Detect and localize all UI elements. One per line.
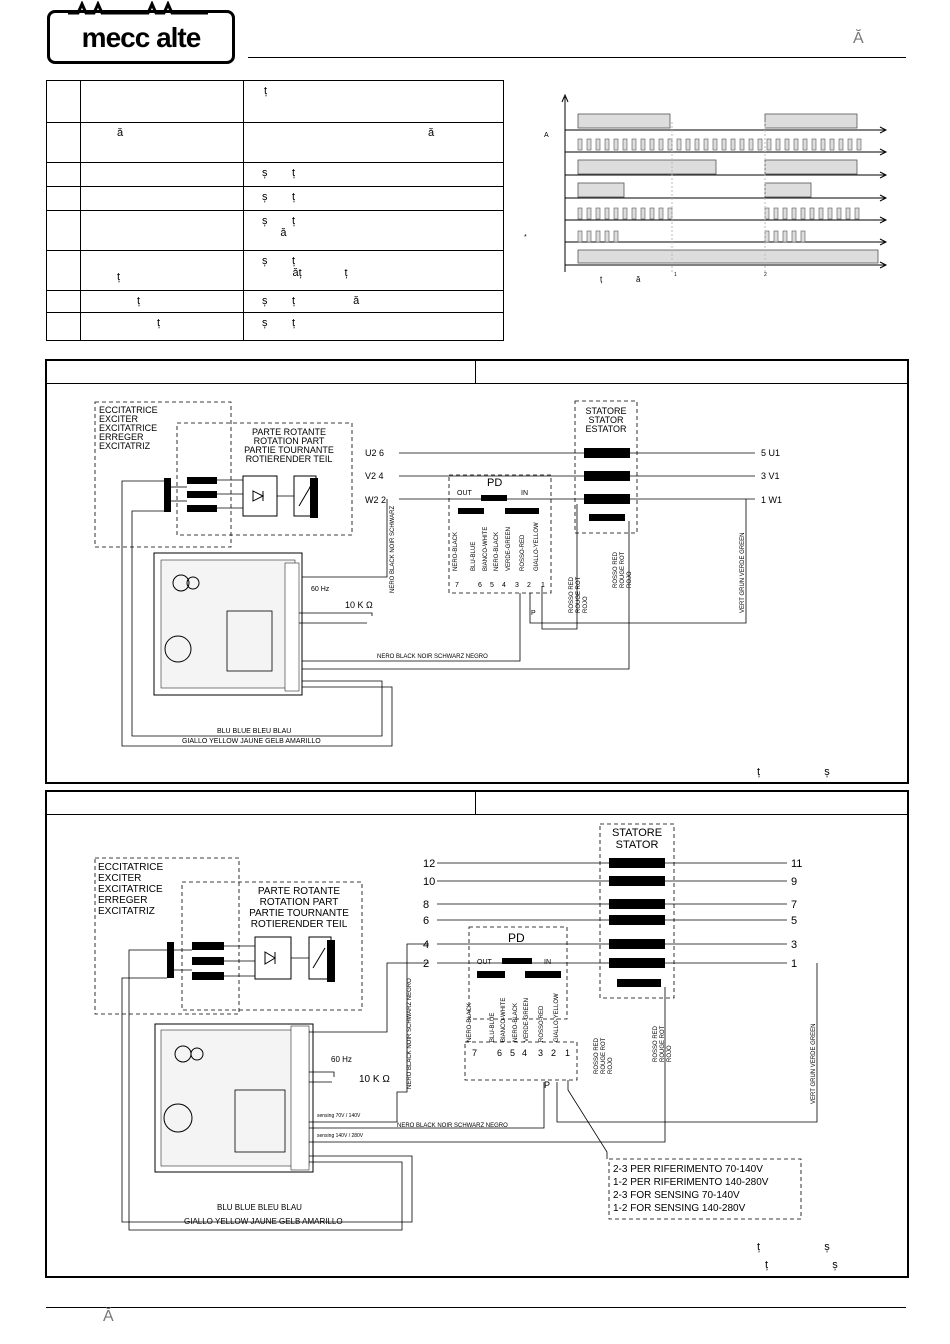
table-row: ă ă — [47, 123, 504, 163]
svg-text:1 W1: 1 W1 — [761, 495, 783, 505]
timing-label-a: A — [544, 132, 549, 139]
pulse-mark — [596, 208, 600, 219]
svg-text:6: 6 — [478, 582, 482, 589]
footer-rule — [46, 1307, 906, 1308]
pulse-mark — [686, 139, 690, 150]
svg-text:PARTIE TOURNANTE: PARTIE TOURNANTE — [249, 908, 349, 919]
d2-pd: PD — [508, 931, 525, 945]
d1-pins — [455, 582, 545, 589]
svg-text:ROSSO-RED: ROSSO-RED — [520, 534, 526, 571]
svg-text:ROJO: ROJO — [608, 1057, 614, 1074]
svg-text:ROUGE ROT: ROUGE ROT — [601, 1037, 607, 1074]
d2-right-terminals — [791, 858, 802, 970]
svg-text:ROSSO RED: ROSSO RED — [569, 576, 575, 613]
pulse-mark — [605, 231, 609, 242]
table-row: ș ț — [47, 163, 504, 187]
pulse-mark — [650, 139, 654, 150]
svg-text:4: 4 — [522, 1048, 528, 1058]
d2-wire-colors — [467, 993, 560, 1042]
svg-text:2: 2 — [423, 958, 430, 970]
d2-pot: 10 K Ω — [359, 1074, 390, 1085]
d1-left-terminals — [365, 448, 386, 505]
svg-text:4: 4 — [423, 939, 430, 951]
svg-text:11: 11 — [791, 858, 803, 870]
pulse-mark — [846, 208, 850, 219]
svg-text:EXCITER: EXCITER — [99, 414, 139, 424]
d1-rosso1 — [569, 576, 589, 613]
svg-text:1-2 PER RIFERIMENTO 140-280V: 1-2 PER RIFERIMENTO 140-280V — [613, 1177, 769, 1188]
d2-note-lines — [613, 1164, 769, 1214]
pulse-mark — [605, 208, 609, 219]
pulse-mark — [722, 139, 726, 150]
pulse-mark — [848, 139, 852, 150]
d1-rosso2 — [613, 551, 633, 588]
pulse-mark — [713, 139, 717, 150]
d2-stator-labels — [612, 827, 662, 851]
svg-text:2-3 PER RIFERIMENTO 70-140V: 2-3 PER RIFERIMENTO 70-140V — [613, 1164, 763, 1175]
svg-text:3: 3 — [791, 939, 798, 951]
svg-text:EXCITATRIZ: EXCITATRIZ — [99, 441, 151, 451]
pulse-mark — [614, 231, 618, 242]
d2-rosso2 — [653, 1025, 673, 1062]
pulse-mark — [765, 231, 769, 242]
pulse-mark — [578, 208, 582, 219]
svg-text:2-3 FOR SENSING 70-140V: 2-3 FOR SENSING 70-140V — [613, 1190, 740, 1201]
pulse-mark — [783, 231, 787, 242]
d2-footer-2: ț ș — [765, 1259, 838, 1271]
pulse-mark — [774, 208, 778, 219]
svg-text:PARTE ROTANTE: PARTE ROTANTE — [251, 427, 327, 437]
d2-sensing2: sensing 140V / 280V — [317, 1133, 364, 1139]
svg-text:U2 6: U2 6 — [365, 448, 385, 458]
svg-text:EXCITATRICE: EXCITATRICE — [98, 884, 163, 895]
logo-wave-icon — [68, 1, 208, 15]
svg-text:2: 2 — [551, 1048, 557, 1058]
pulse-mark — [623, 208, 627, 219]
svg-text:6: 6 — [423, 915, 430, 927]
d2-rosso1 — [594, 1037, 614, 1074]
pulse-mark — [767, 139, 771, 150]
svg-text:GIALLO-YELLOW: GIALLO-YELLOW — [534, 522, 540, 571]
svg-text:ROUGE ROT: ROUGE ROT — [576, 576, 582, 613]
svg-text:5 U1: 5 U1 — [761, 448, 781, 458]
svg-text:ROSSO RED: ROSSO RED — [613, 551, 619, 588]
pulse-mark — [668, 139, 672, 150]
pulse-mark — [578, 139, 582, 150]
svg-text:STATOR: STATOR — [588, 415, 624, 425]
timing-bottom-1: ț — [600, 275, 603, 284]
pulse-mark — [614, 208, 618, 219]
pulse-mark — [731, 139, 735, 150]
timing-marker-2: 2 — [764, 272, 767, 278]
svg-text:2: 2 — [527, 582, 531, 589]
header-rule — [248, 57, 906, 58]
table-row: ș ț ă — [47, 211, 504, 251]
wiring-diagram-panel-2 — [45, 790, 909, 1278]
svg-text:BIANCO-WHITE: BIANCO-WHITE — [501, 997, 507, 1042]
svg-text:1: 1 — [541, 582, 545, 589]
svg-text:ESTATOR: ESTATOR — [585, 424, 627, 434]
svg-text:GIALLO-YELLOW: GIALLO-YELLOW — [554, 993, 560, 1042]
pulse-mark — [659, 139, 663, 150]
pulse-mark — [587, 208, 591, 219]
pulse-mark — [812, 139, 816, 150]
pulse-mark — [803, 139, 807, 150]
pulse-mark — [605, 139, 609, 150]
svg-text:NERO-BLACK: NERO-BLACK — [467, 1002, 473, 1042]
svg-text:ERREGER: ERREGER — [99, 432, 144, 442]
table-row: ț ș ț — [47, 313, 504, 341]
d2-footer-1: ț ș — [757, 1241, 830, 1253]
svg-text:V2 4: V2 4 — [365, 471, 384, 481]
svg-text:1: 1 — [565, 1048, 571, 1058]
pulse-mark — [810, 208, 814, 219]
svg-text:3: 3 — [515, 582, 519, 589]
d1-giallo: GIALLO YELLOW JAUNE GELB AMARILLO — [182, 738, 321, 745]
svg-text:STATOR: STATOR — [615, 839, 659, 851]
svg-text:NERO-BLACK: NERO-BLACK — [513, 1002, 519, 1042]
svg-text:1-2 FOR SENSING 140-280V: 1-2 FOR SENSING 140-280V — [613, 1203, 746, 1214]
svg-text:BIANCO-WHITE: BIANCO-WHITE — [483, 526, 489, 571]
pulse-mark — [632, 208, 636, 219]
svg-text:BLU-BLUE: BLU-BLUE — [490, 1012, 496, 1042]
svg-text:8: 8 — [423, 899, 430, 911]
pulse-mark — [819, 208, 823, 219]
d1-right-terminals — [761, 448, 782, 505]
wiring-diagram-2 — [47, 792, 907, 1276]
d1-pd: PD — [487, 477, 503, 489]
pulse-mark — [801, 231, 805, 242]
d2-out: OUT — [477, 959, 492, 966]
pulse-mark — [596, 139, 600, 150]
svg-text:10: 10 — [423, 876, 436, 888]
logo-text: mecc alte — [81, 22, 201, 53]
d1-exciter-labels — [99, 405, 158, 451]
d1-wire-colors — [453, 522, 540, 571]
d1-pot: 10 K Ω — [345, 600, 373, 610]
svg-text:3 V1: 3 V1 — [761, 471, 780, 481]
function-table — [46, 80, 504, 341]
svg-text:ROSSO RED: ROSSO RED — [653, 1025, 659, 1062]
svg-text:5: 5 — [510, 1048, 516, 1058]
pulse-mark — [830, 139, 834, 150]
d2-left-terminals — [423, 858, 435, 970]
svg-text:4: 4 — [502, 582, 506, 589]
pulse-mark — [641, 139, 645, 150]
pulse-mark — [704, 139, 708, 150]
svg-text:ROTIERENDER TEIL: ROTIERENDER TEIL — [245, 454, 333, 464]
svg-text:BLU-BLUE: BLU-BLUE — [471, 541, 477, 571]
svg-text:ROSSO RED: ROSSO RED — [594, 1037, 600, 1074]
pulse-mark — [821, 139, 825, 150]
d2-giallo: GIALLO YELLOW JAUNE GELB AMARILLO — [184, 1217, 343, 1226]
pulse-mark — [765, 208, 769, 219]
pulse-mark — [740, 139, 744, 150]
svg-text:EXCITATRIZ: EXCITATRIZ — [98, 906, 155, 917]
d2-nero-vertical: NERO BLACK NOIR SCHWARZ NEGRO — [407, 978, 413, 1089]
pulse-mark — [650, 208, 654, 219]
svg-text:ROJO: ROJO — [583, 596, 589, 613]
d2-pin-p: P — [544, 1080, 551, 1090]
pulse-mark — [668, 208, 672, 219]
svg-text:ROJO: ROJO — [627, 571, 633, 588]
timing-marker-1: 1 — [674, 272, 677, 278]
svg-text:PARTE ROTANTE: PARTE ROTANTE — [257, 886, 341, 897]
pulse-mark — [837, 208, 841, 219]
pulse-mark — [776, 139, 780, 150]
d2-sensing1: sensing 70V / 140V — [317, 1113, 361, 1119]
footer-glyph: Ă — [103, 1308, 114, 1325]
svg-text:1: 1 — [791, 958, 798, 970]
svg-text:STATORE: STATORE — [585, 406, 627, 416]
d1-nero-vertical: NERO BLACK NOIR SCHWARZ — [390, 505, 396, 593]
table-row: ț ș ț ă — [47, 291, 504, 313]
svg-text:ROTATION PART: ROTATION PART — [253, 436, 325, 446]
pulse-mark — [632, 139, 636, 150]
table-row: ț ș ț ăț ț — [47, 251, 504, 291]
timing-label-b: * — [524, 234, 527, 241]
svg-text:NERO-BLACK: NERO-BLACK — [453, 531, 459, 571]
pulse-mark — [641, 208, 645, 219]
svg-text:ROUGE ROT: ROUGE ROT — [660, 1025, 666, 1062]
d1-nero-horiz: NERO BLACK NOIR SCHWARZ NEGRO — [377, 654, 488, 660]
svg-text:NERO-BLACK: NERO-BLACK — [494, 531, 500, 571]
svg-text:7: 7 — [472, 1048, 478, 1058]
pulse-mark — [828, 208, 832, 219]
svg-text:5: 5 — [791, 915, 798, 927]
svg-text:7: 7 — [455, 582, 459, 589]
svg-text:9: 9 — [791, 876, 798, 888]
svg-text:ECCITATRICE: ECCITATRICE — [99, 405, 158, 415]
d2-vert: VERT GRUN VERDE GREEN — [811, 1023, 817, 1104]
svg-text:7: 7 — [791, 899, 798, 911]
wiring-diagram-panel-1 — [45, 359, 909, 784]
d2-nero-horiz: NERO BLACK NOIR SCHWARZ NEGRO — [397, 1123, 508, 1129]
d1-blu: BLU BLUE BLEU BLAU — [217, 728, 292, 735]
svg-text:ECCITATRICE: ECCITATRICE — [98, 862, 164, 873]
d1-stator-labels — [585, 406, 627, 434]
svg-text:5: 5 — [490, 582, 494, 589]
svg-text:3: 3 — [538, 1048, 544, 1058]
d2-exciter-labels — [98, 862, 164, 917]
pulse-mark — [801, 208, 805, 219]
svg-text:ROUGE ROT: ROUGE ROT — [620, 551, 626, 588]
meccalte-logo — [47, 10, 235, 64]
pulse-mark — [857, 139, 861, 150]
d2-hz: 60 Hz — [331, 1055, 352, 1064]
table-row: ș ț — [47, 187, 504, 211]
table-row: ț — [47, 81, 504, 123]
d2-in: IN — [544, 959, 551, 966]
d1-pin-p: P — [531, 610, 536, 617]
svg-text:12: 12 — [423, 858, 436, 870]
pulse-mark — [623, 139, 627, 150]
svg-text:PARTIE TOURNANTE: PARTIE TOURNANTE — [244, 445, 334, 455]
wiring-diagram-1 — [47, 361, 907, 782]
svg-text:6: 6 — [497, 1048, 503, 1058]
pulse-mark — [695, 139, 699, 150]
pulse-mark — [614, 139, 618, 150]
pulse-mark — [677, 139, 681, 150]
d1-vert: VERT GRUN VERDE GREEN — [740, 532, 746, 613]
pulse-mark — [785, 139, 789, 150]
d1-hz: 60 Hz — [311, 586, 330, 593]
pulse-mark — [659, 208, 663, 219]
d1-in: IN — [521, 490, 528, 497]
svg-text:ERREGER: ERREGER — [98, 895, 148, 906]
timing-diagram — [520, 92, 900, 292]
pulse-mark — [749, 139, 753, 150]
pulse-mark — [794, 139, 798, 150]
pulse-mark — [792, 208, 796, 219]
svg-text:EXCITER: EXCITER — [98, 873, 142, 884]
pulse-mark — [855, 208, 859, 219]
pulse-mark — [587, 231, 591, 242]
pulse-mark — [783, 208, 787, 219]
svg-text:ROSSO-RED: ROSSO-RED — [539, 1005, 545, 1042]
d2-blu: BLU BLUE BLEU BLAU — [217, 1203, 302, 1212]
svg-text:VERDE-GREEN: VERDE-GREEN — [524, 997, 530, 1042]
pulse-mark — [774, 231, 778, 242]
pulse-mark — [792, 231, 796, 242]
svg-text:W2 2: W2 2 — [365, 495, 387, 505]
pulse-mark — [587, 139, 591, 150]
svg-text:ROTIERENDER TEIL: ROTIERENDER TEIL — [250, 919, 348, 930]
d2-rotating-labels — [249, 886, 349, 930]
d1-out: OUT — [457, 490, 472, 497]
d1-footer: ț ș — [757, 766, 830, 778]
timing-bottom-2: ă — [636, 275, 641, 284]
header-right-glyph: Ă — [853, 30, 864, 47]
svg-text:VERDE-GREEN: VERDE-GREEN — [506, 526, 512, 571]
svg-text:EXCITATRICE: EXCITATRICE — [99, 423, 158, 433]
pulse-mark — [839, 139, 843, 150]
d1-rotating-labels — [244, 427, 334, 464]
svg-text:ROJO: ROJO — [667, 1045, 673, 1062]
d2-pins — [472, 1048, 570, 1058]
pulse-mark — [758, 139, 762, 150]
pulse-mark — [578, 231, 582, 242]
svg-text:ROTATION PART: ROTATION PART — [259, 897, 339, 908]
svg-text:STATORE: STATORE — [611, 827, 663, 839]
pulse-mark — [596, 231, 600, 242]
